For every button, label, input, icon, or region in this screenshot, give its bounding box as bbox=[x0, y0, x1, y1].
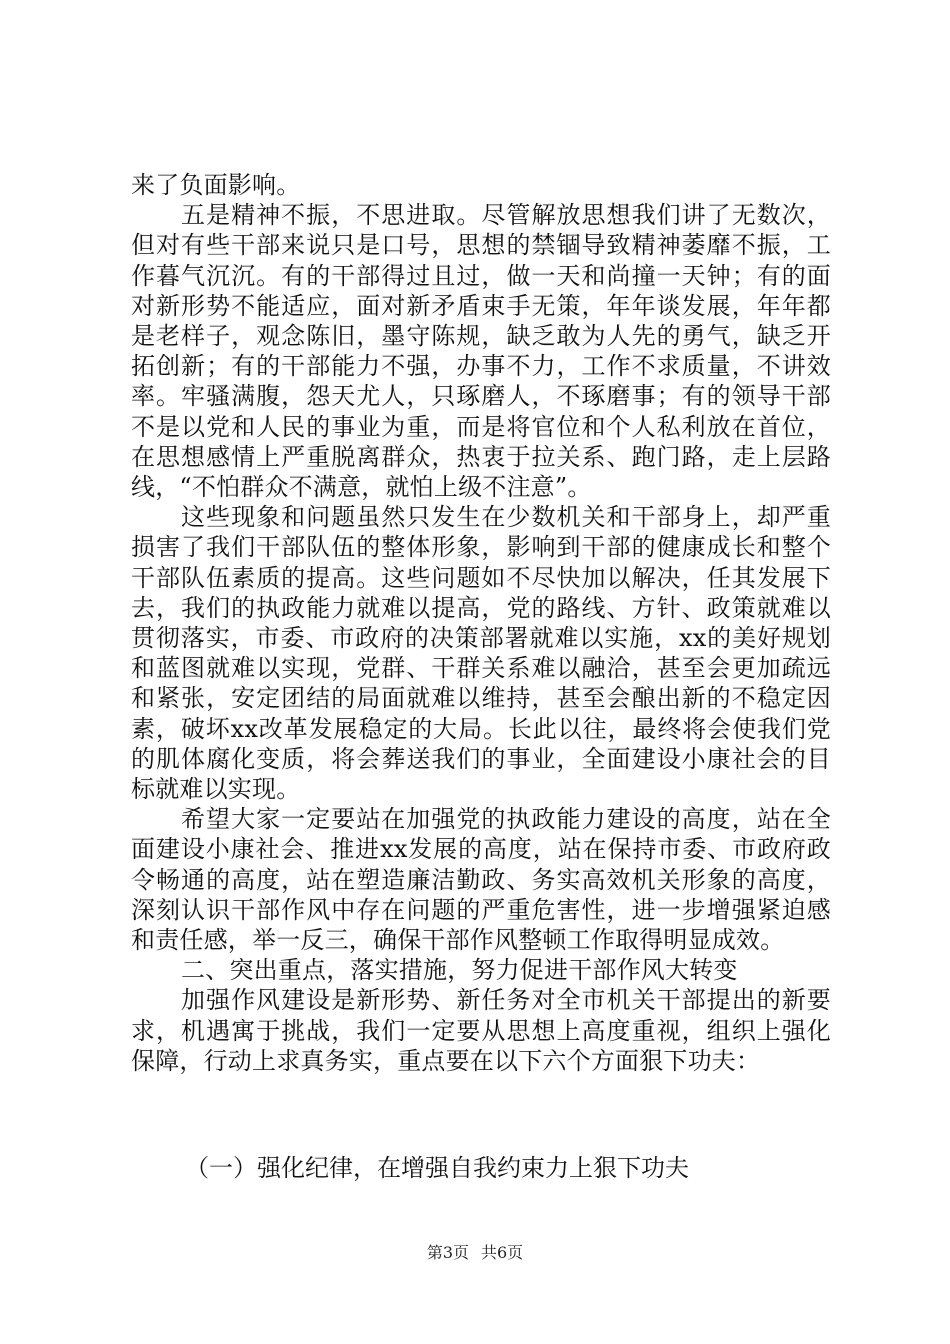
page-number: 第3页 bbox=[426, 1243, 469, 1262]
paragraph-hope: 希望大家一定要站在加强党的执政能力建设的高度，站在全面建设小康社会、推进xx发展的高度，站在保持市委、市政府政令畅通的高度，站在塑造廉洁勤政、务实高效机关形象的高度，深刻认识干部作风中存在问题的严重危害性，进一步增强紧迫感和责任感，举一反三，确保干部作风整顿工作取得明显成效。 bbox=[131, 805, 831, 955]
paragraph-section-two-title: 二、突出重点，落实措施，努力促进干部作风大转变 bbox=[181, 956, 738, 985]
paragraph-consequences: 这些现象和问题虽然只发生在少数机关和干部身上，却严重损害了我们干部队伍的整体形象，影响到干部的健康成长和整个干部队伍素质的提高。这些问题如不尽快加以解决，任其发展下去，我们的执政能力就难以提高，党的路线、方针、政策就难以贯彻落实，市委、市政府的决策部署就难以实施，xx的美好规划和蓝图就难以实现，党群、干群关系难以融洽，甚至会更加疏远和紧张，安定团结的局面就难以维持，甚至会酿出新的不稳定因素，破坏xx改革发展稳定的大局。长此以往，最终将会使我们党的肌体腐化变质，将会葬送我们的事业，全面建设小康社会的目标就难以实现。 bbox=[131, 503, 831, 804]
document-body bbox=[131, 170, 831, 1076]
subsection-heading: （一）强化纪律，在增强自我约束力上狠下功夫 bbox=[185, 1154, 689, 1182]
page-total: 共6页 bbox=[481, 1243, 524, 1262]
paragraph-continuation: 来了负面影响。 bbox=[131, 171, 301, 199]
paragraph-point-five: 五是精神不振，不思进取。尽管解放思想我们讲了无数次，但对有些干部来说只是口号，思想的禁锢导致精神萎靡不振，工作暮气沉沉。有的干部得过且过，做一天和尚撞一天钟；有的面对新形势不能适应，面对新矛盾束手无策，年年谈发展，年年都是老样子，观念陈旧，墨守陈规，缺乏敢为人先的勇气，缺乏开拓创新；有的干部能力不强，办事不力，工作不求质量，不讲效率。牢骚满腹，怨天尤人，只琢磨人，不琢磨事；有的领导干部不是以党和人民的事业为重，而是将官位和个人私利放在首位，在思想感情上严重脱离群众，热衷于拉关系、跑门路，走上层路线，“不怕群众不满意，就怕上级不注意”。 bbox=[131, 201, 831, 502]
paragraph-requirements: 加强作风建设是新形势、新任务对全市机关干部提出的新要求，机遇寓于挑战，我们一定要从思想上高度重视，组织上强化保障，行动上求真务实，重点要在以下六个方面狠下功夫： bbox=[131, 986, 831, 1075]
page-footer bbox=[0, 1243, 950, 1263]
